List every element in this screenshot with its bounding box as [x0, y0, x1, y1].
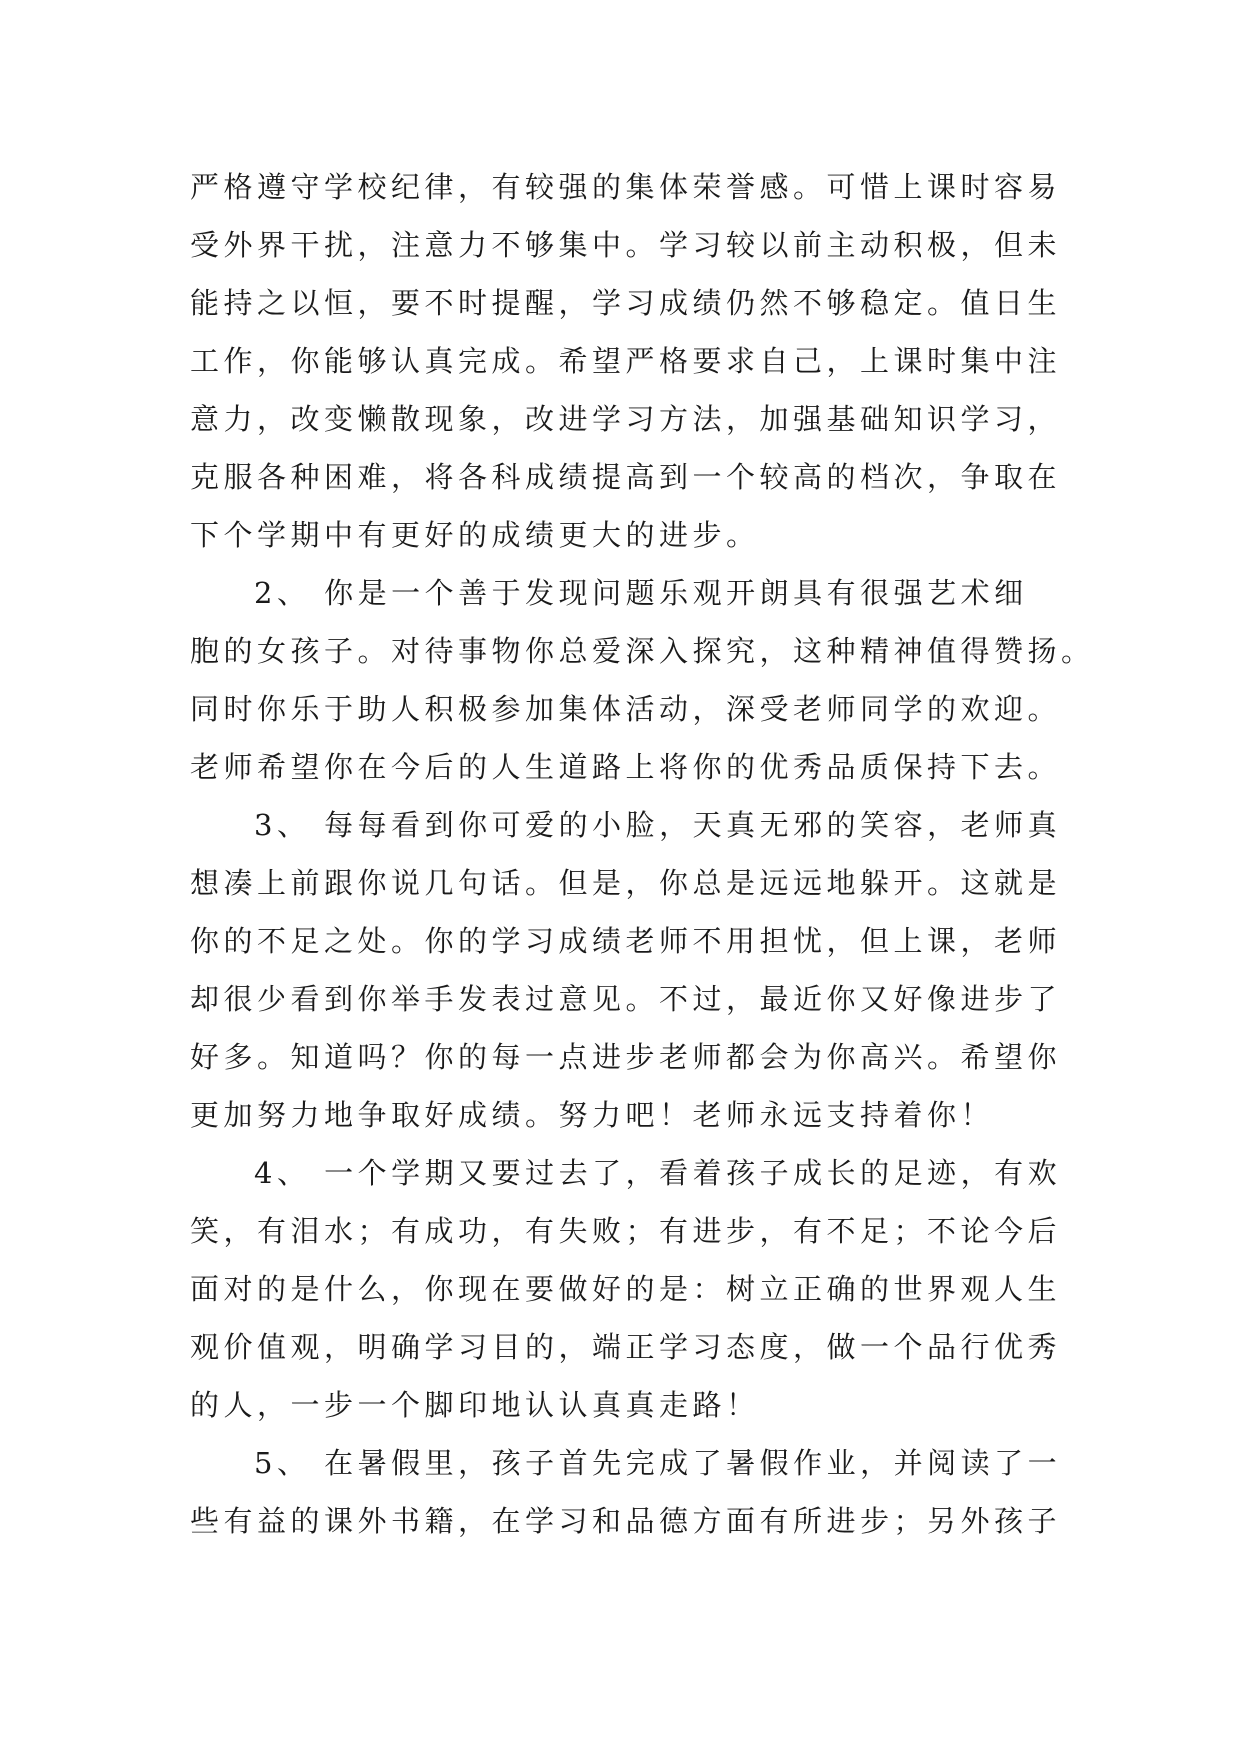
text-line: 面对的是什么，你现在要做好的是：树立正确的世界观人生	[190, 1272, 1062, 1306]
text-line: 些有益的课外书籍，在学习和品德方面有所进步；另外孩子	[190, 1504, 1062, 1538]
text-line: 你的不足之处。你的学习成绩老师不用担忧，但上课，老师	[190, 924, 1062, 958]
text-line: 老师希望你在今后的人生道路上将你的优秀品质保持下去。	[190, 750, 1062, 784]
text-line: 的人，一步一个脚印地认认真真走路！	[190, 1388, 760, 1422]
paragraph-start-line: 3、 每每看到你可爱的小脸，天真无邪的笑容，老师真	[254, 808, 1062, 842]
paragraph-start-line: 2、 你是一个善于发现问题乐观开朗具有很强艺术细	[254, 576, 1028, 610]
document-body	[190, 158, 1095, 1550]
text-line: 意力，改变懒散现象，改进学习方法，加强基础知识学习，	[190, 402, 1062, 436]
text-line: 能持之以恒，要不时提醒，学习成绩仍然不够稳定。值日生	[190, 286, 1062, 320]
text-line: 下个学期中有更好的成绩更大的进步。	[190, 518, 760, 552]
paragraph-start-line: 5、 在暑假里，孩子首先完成了暑假作业，并阅读了一	[254, 1446, 1062, 1480]
text-line: 更加努力地争取好成绩。努力吧！老师永远支持着你！	[190, 1098, 995, 1132]
text-line: 严格遵守学校纪律，有较强的集体荣誉感。可惜上课时容易	[190, 170, 1062, 204]
text-line: 同时你乐于助人积极参加集体活动，深受老师同学的欢迎。	[190, 692, 1062, 726]
text-line: 笑，有泪水；有成功，有失败；有进步，有不足；不论今后	[190, 1214, 1062, 1248]
text-line: 工作，你能够认真完成。希望严格要求自己，上课时集中注	[190, 344, 1062, 378]
paragraph-start-line: 4、 一个学期又要过去了，看着孩子成长的足迹，有欢	[254, 1156, 1062, 1190]
text-line: 好多。知道吗？你的每一点进步老师都会为你高兴。希望你	[190, 1040, 1062, 1074]
text-line: 胞的女孩子。对待事物你总爱深入探究，这种精神值得赞扬。	[190, 634, 1095, 668]
text-line: 克服各种困难，将各科成绩提高到一个较高的档次，争取在	[190, 460, 1062, 494]
text-line: 观价值观，明确学习目的，端正学习态度，做一个品行优秀	[190, 1330, 1062, 1364]
text-line: 受外界干扰，注意力不够集中。学习较以前主动积极，但未	[190, 228, 1062, 262]
text-line: 却很少看到你举手发表过意见。不过，最近你又好像进步了	[190, 982, 1062, 1016]
text-line: 想凑上前跟你说几句话。但是，你总是远远地躲开。这就是	[190, 866, 1062, 900]
